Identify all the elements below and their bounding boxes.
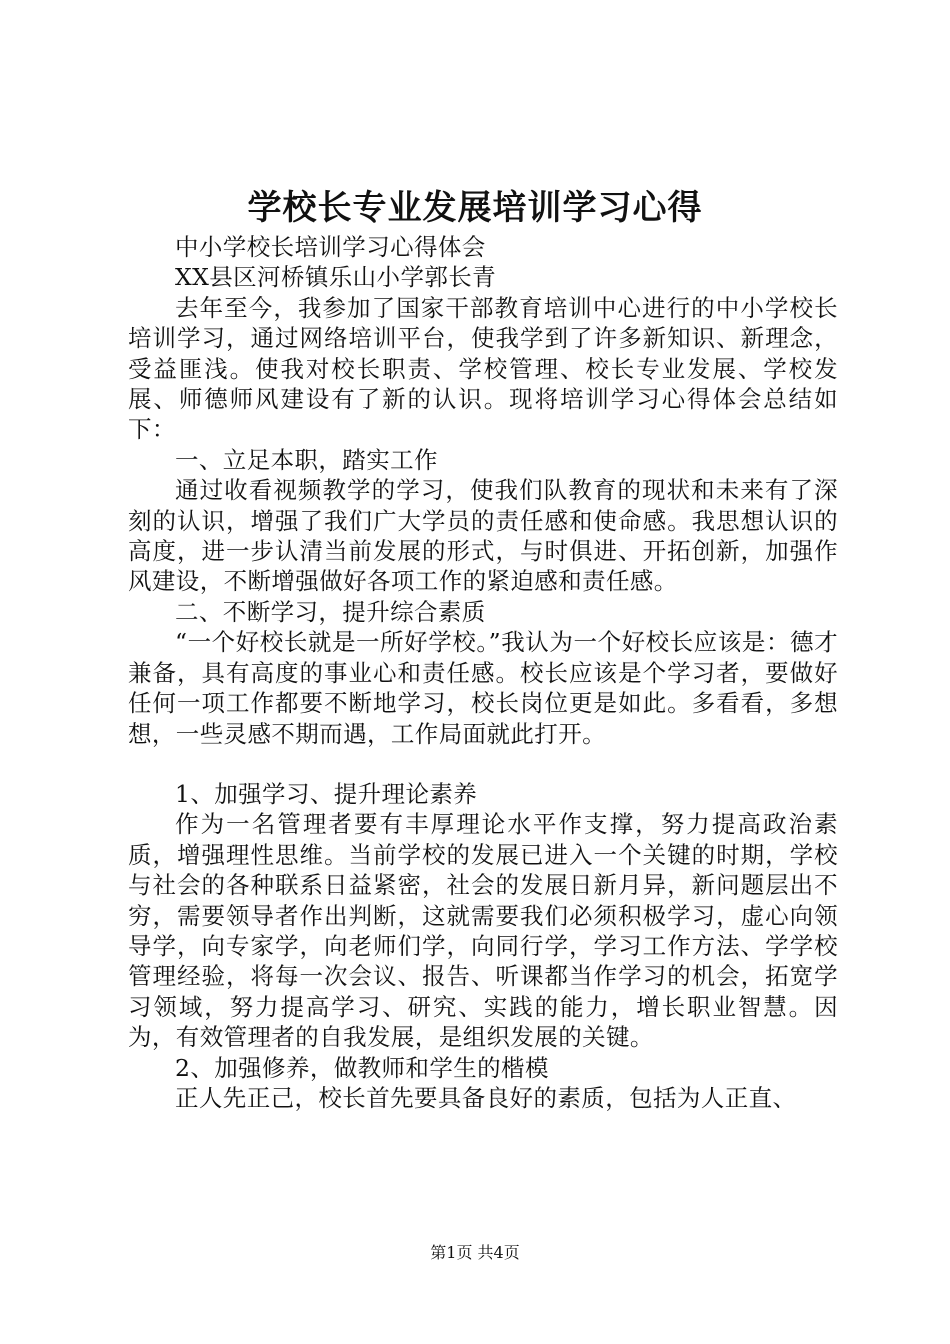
subsection-2-paragraph: 正人先正己，校长首先要具备良好的素质，包括为人正直、	[175, 1083, 797, 1112]
subsection-heading-2: 2、加强修养，做教师和学生的楷模	[175, 1053, 549, 1082]
section-heading-1: 一、立足本职，踏实工作	[175, 445, 438, 474]
page-footer: 第1页 共4页	[430, 1243, 520, 1262]
subtitle: 中小学校长培训学习心得体会	[175, 233, 486, 261]
subsection-1-paragraph: 作为一名管理者要有丰厚理论水平作支撑，努力提高政治素质，增强理性思维。当前学校的发展已进入一个关键的时期，学校与社会的各种联系日益紧密，社会的发展日新月异，新问题层出不穷，需要领导者作出判断，这就需要我们必须积极学习，虚心向领导学，向专家学，向老师们学，向同行学，学习工作方法、学学校管理经验，将每一次会议、报告、听课都当作学习的机会，拓宽学习领域，努力提高学习、研究、实践的能力，增长职业智慧。因为，有效管理者的自我发展，是组织发展的关键。	[128, 810, 838, 1052]
section-2-paragraph: “一个好校长就是一所好学校。”我认为一个好校长应该是：德才兼备，具有高度的事业心和责任感。校长应该是个学习者，要做好任何一项工作都要不断地学习，校长岗位更是如此。多看看，多想想，一些灵感不期而遇，工作局面就此打开。	[128, 628, 838, 748]
intro-paragraph: 去年至今，我参加了国家干部教育培训中心进行的中小学校长培训学习，通过网络培训平台，使我学到了许多新知识、新理念，受益匪浅。使我对校长职责、学校管理、校长专业发展、学校发展、师德师风建设有了新的认识。现将培训学习心得体会总结如下：	[128, 293, 838, 444]
document-title: 学校长专业发展培训学习心得	[247, 188, 703, 228]
author-line: XX县区河桥镇乐山小学郭长青	[175, 263, 497, 292]
document-body	[128, 232, 838, 1113]
section-1-paragraph: 通过收看视频教学的学习，使我们队教育的现状和未来有了深刻的认识，增强了我们广大学员的责任感和使命感。我思想认识的高度，进一步认清当前发展的形式，与时俱进、开拓创新，加强作风建设，不断增强做好各项工作的紧迫感和责任感。	[128, 476, 838, 596]
section-heading-2: 二、不断学习，提升综合素质	[175, 597, 486, 626]
subsection-heading-1: 1、加强学习、提升理论素养	[175, 779, 478, 808]
